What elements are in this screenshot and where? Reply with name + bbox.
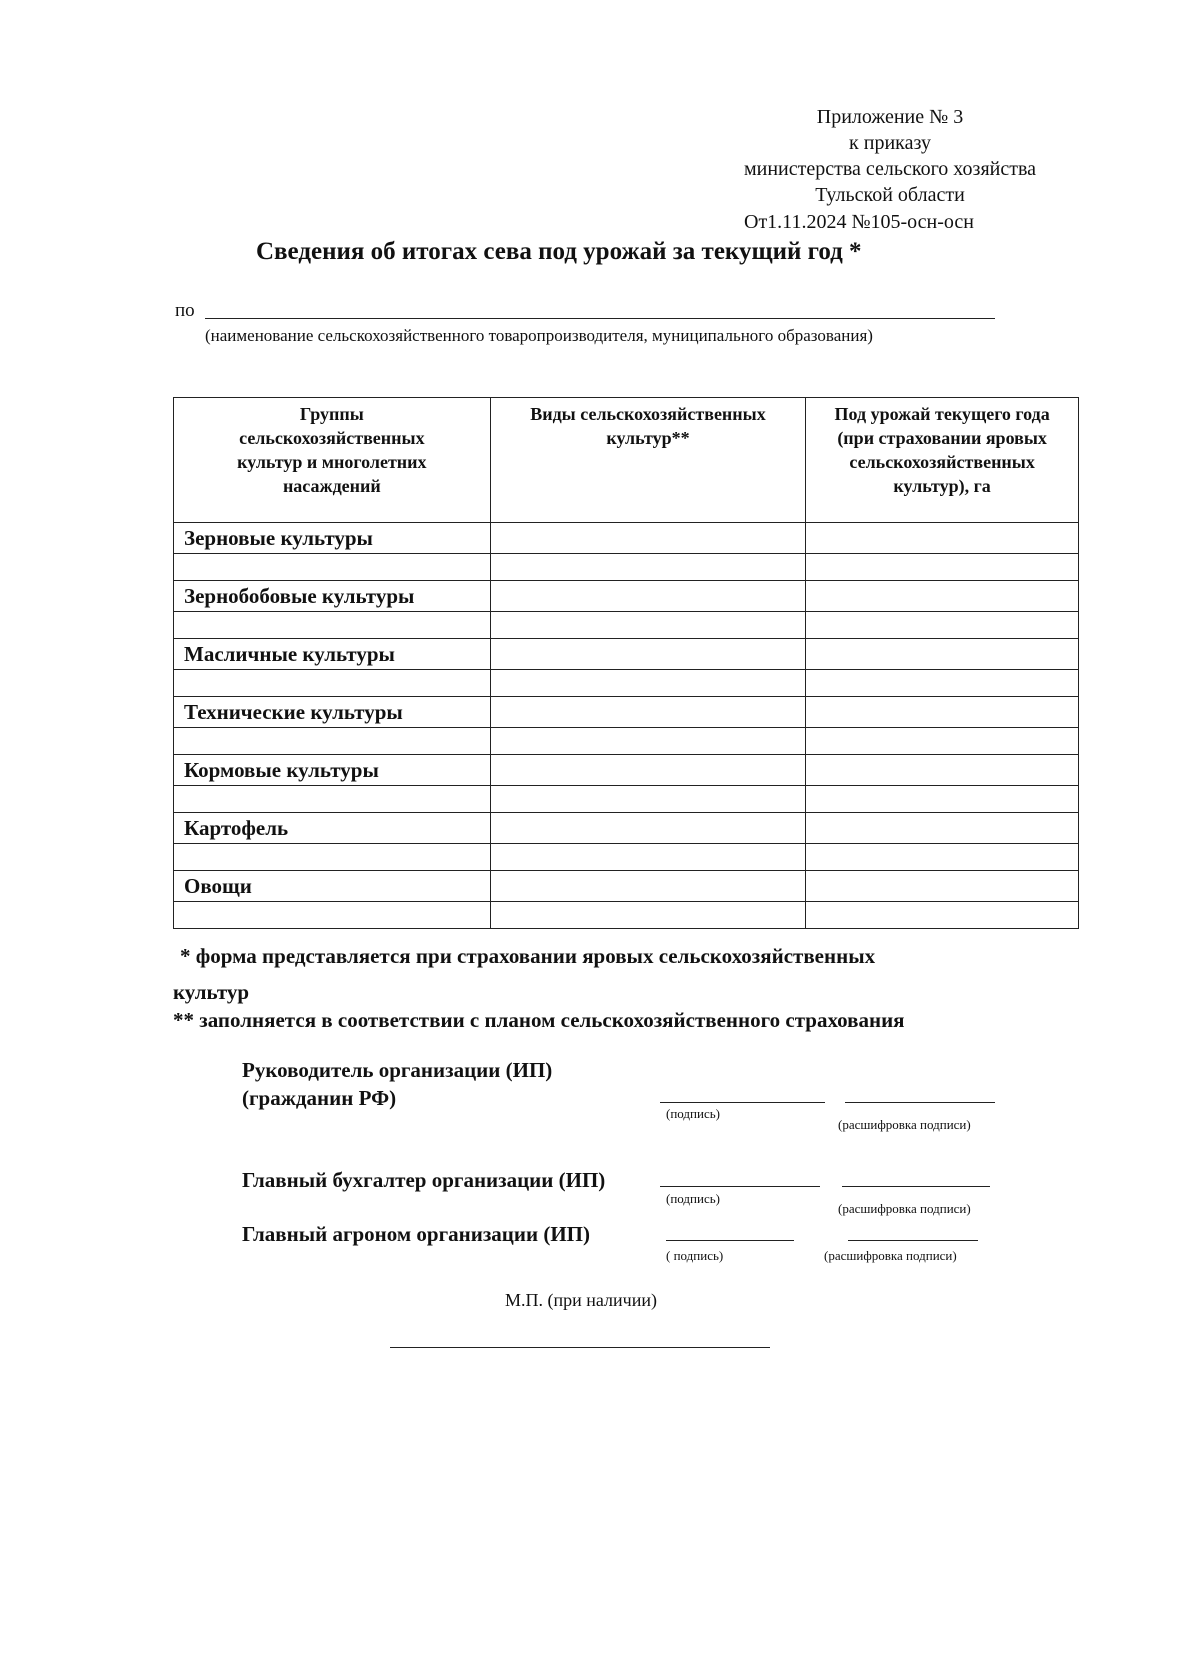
appendix-order-ref: к приказу (849, 132, 931, 154)
agronomist-signature-field[interactable] (666, 1240, 794, 1241)
footnote-1-cont: культур (173, 980, 250, 1004)
area-cell[interactable] (806, 844, 1079, 871)
appendix-header (700, 104, 1080, 208)
group-blank-cell (174, 554, 491, 581)
head-decode-caption: (расшифровка подписи) (838, 1117, 971, 1132)
crop-type-cell[interactable] (490, 581, 806, 612)
area-cell[interactable] (806, 639, 1079, 670)
crop-type-cell[interactable] (490, 786, 806, 813)
header-crop-groups (174, 398, 491, 523)
producer-name-caption: (наименование сельскохозяйственного товаропроизводителя, муниципального образования) (205, 326, 873, 345)
accountant-signature-field[interactable] (660, 1186, 820, 1187)
group-blank-cell (174, 786, 491, 813)
area-cell[interactable] (806, 813, 1079, 844)
agronomist-decode-field[interactable] (848, 1240, 978, 1241)
table-row (174, 581, 1079, 612)
group-name-cell: Зернобобовые культуры (174, 581, 491, 612)
group-name-cell: Овощи (174, 871, 491, 902)
header-crop-groups-text: Группы сельскохозяйственных культур и многолетних насаждений (237, 404, 427, 496)
agronomist-signature-caption: ( подпись) (666, 1248, 724, 1263)
header-crop-types-text: Виды сельскохозяйственных культур** (530, 404, 766, 448)
head-signature-caption: (подпись) (666, 1106, 720, 1121)
area-cell[interactable] (806, 554, 1079, 581)
accountant-decode-field[interactable] (842, 1186, 990, 1187)
table-row (174, 523, 1079, 554)
table-row (174, 612, 1079, 639)
group-name-cell: Технические культуры (174, 697, 491, 728)
table-row (174, 670, 1079, 697)
accountant-decode-caption: (расшифровка подписи) (838, 1201, 971, 1216)
group-name-cell: Картофель (174, 813, 491, 844)
area-cell[interactable] (806, 581, 1079, 612)
area-cell[interactable] (806, 871, 1079, 902)
group-blank-cell (174, 670, 491, 697)
group-name-cell: Зерновые культуры (174, 523, 491, 554)
table-row (174, 697, 1079, 728)
crop-type-cell[interactable] (490, 670, 806, 697)
head-title: Руководитель организации (ИП) (242, 1058, 553, 1082)
group-blank-cell (174, 728, 491, 755)
accountant-title: Главный бухгалтер организации (ИП) (242, 1168, 606, 1192)
crop-type-cell[interactable] (490, 871, 806, 902)
group-blank-cell (174, 612, 491, 639)
head-signature-field[interactable] (660, 1102, 825, 1103)
area-cell[interactable] (806, 755, 1079, 786)
group-blank-cell (174, 902, 491, 929)
table-header-row (174, 398, 1079, 523)
document-title: Сведения об итогах сева под урожай за текущий год * (256, 238, 862, 265)
table-row (174, 786, 1079, 813)
header-area-text: Под урожай текущего года (при страховании яровых сельскохозяйственных культур), га (834, 404, 1050, 496)
area-cell[interactable] (806, 786, 1079, 813)
crop-type-cell[interactable] (490, 523, 806, 554)
group-name-cell: Кормовые культуры (174, 755, 491, 786)
crop-type-cell[interactable] (490, 612, 806, 639)
po-label: по (175, 300, 195, 321)
area-cell[interactable] (806, 728, 1079, 755)
table-row (174, 728, 1079, 755)
accountant-signature-caption: (подпись) (666, 1191, 720, 1206)
footnote-1: * форма представляется при страховании яровых сельскохозяйственных (180, 944, 876, 968)
table-row (174, 902, 1079, 929)
table-row (174, 871, 1079, 902)
crop-type-cell[interactable] (490, 902, 806, 929)
table-row (174, 639, 1079, 670)
area-cell[interactable] (806, 697, 1079, 728)
table-row (174, 755, 1079, 786)
area-cell[interactable] (806, 523, 1079, 554)
agronomist-decode-caption: (расшифровка подписи) (824, 1248, 957, 1263)
crop-type-cell[interactable] (490, 697, 806, 728)
area-cell[interactable] (806, 902, 1079, 929)
stamp-label: М.П. (при наличии) (505, 1290, 657, 1310)
table-row (174, 813, 1079, 844)
area-cell[interactable] (806, 670, 1079, 697)
group-blank-cell (174, 844, 491, 871)
appendix-ministry: министерства сельского хозяйства (743, 158, 1037, 180)
header-crop-types (490, 398, 806, 523)
agronomist-title: Главный агроном организации (ИП) (242, 1222, 590, 1246)
crop-type-cell[interactable] (490, 813, 806, 844)
appendix-number: Приложение № 3 (816, 106, 964, 128)
crop-type-cell[interactable] (490, 844, 806, 871)
order-date-number: От1.11.2024 №105-осн-осн (744, 211, 974, 233)
crop-type-cell[interactable] (490, 554, 806, 581)
head-title-cont: (гражданин РФ) (242, 1086, 397, 1110)
bottom-line (390, 1347, 770, 1348)
head-decode-field[interactable] (845, 1102, 995, 1103)
table-row (174, 554, 1079, 581)
crop-type-cell[interactable] (490, 755, 806, 786)
crop-type-cell[interactable] (490, 728, 806, 755)
area-cell[interactable] (806, 612, 1079, 639)
footnote-2: ** заполняется в соответствии с планом сельскохозяйственного страхования (173, 1008, 905, 1032)
appendix-region: Тульской области (815, 184, 965, 206)
sowing-table (173, 397, 1079, 929)
group-name-cell: Масличные культуры (174, 639, 491, 670)
table-row (174, 844, 1079, 871)
header-area (806, 398, 1079, 523)
crop-type-cell[interactable] (490, 639, 806, 670)
producer-name-field[interactable] (205, 318, 995, 319)
